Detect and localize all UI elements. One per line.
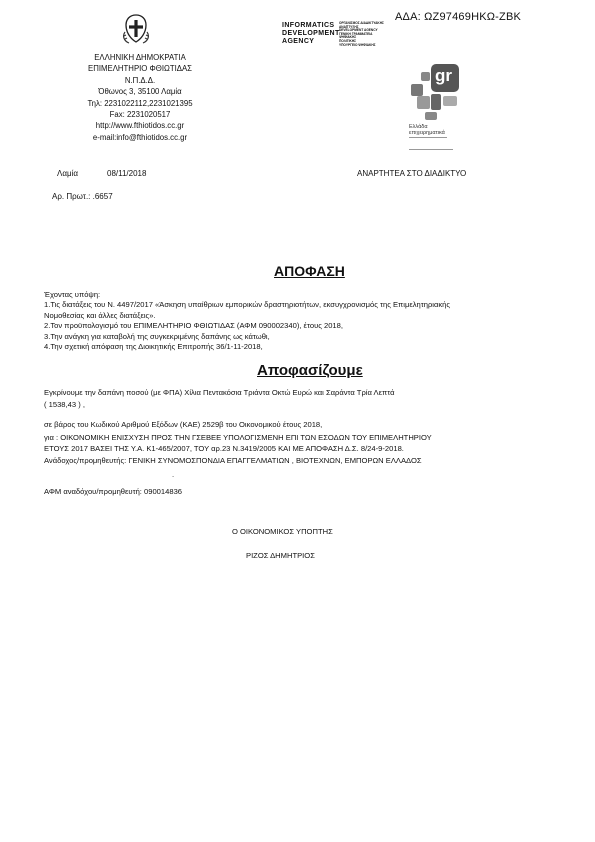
separator-dot: .	[172, 470, 175, 479]
contractor-line: Ανάδοχος/προμηθευτής: ΓΕΝΙΚΗ ΣΥΝΟΜΟΣΠΟΝΔΙΑ ΕΠΑΓΓΕΛΜΑΤΙΩΝ , ΒΙΟΤΕΧΝΩΝ, ΕΜΠΟΡΩΝ ΕΛΛΑΔΟΣ	[44, 456, 422, 465]
agency-sub-7: ΥΠΟΥΡΓΕΙΟ ΨΗΦΙΑΚΗΣ	[339, 42, 376, 47]
sender-email: e-mail:info@fthiotidos.cc.gr	[92, 132, 188, 142]
decide-title: Αποφασίζουμε	[257, 362, 363, 379]
logo-rule-2	[409, 149, 453, 150]
signatory-name: ΡΙΖΟΣ ΔΗΜΗΤΡΙΟΣ	[246, 551, 315, 560]
agency-sub-1: ΟΡΓΑΝΙΣΜΟΣ ΔΙΑΔΙΚΤΥΑΚΗΣ	[339, 21, 384, 25]
agency-subtext	[339, 22, 384, 47]
purpose-line-1: για : ΟΙΚΟΝΟΜΙΚΗ ΕΝΙΣΧΥΣΗ ΠΡΟΣ ΤΗΝ ΓΣΕΒΕΕ ΥΠΟΛΟΓΙΣΜΕΝΗ ΕΠΙ ΤΩΝ ΕΣΟΔΩΝ ΤΟΥ ΕΠΙΜΕΛΗΤΗΡΙΟΥ	[44, 433, 432, 442]
greece-logo	[409, 64, 461, 156]
logo-square-3	[417, 96, 430, 109]
protocol-number: Αρ. Πρωτ.: .6657	[52, 192, 113, 201]
approve-amount: ( 1538,43 ) ,	[44, 400, 85, 409]
agency-sub-6: ΠΟΛΙΤΙΚΗΣ	[339, 38, 357, 43]
logo-caption: Ελλάδα	[409, 124, 428, 130]
agency-sub-5: ΨΗΦΙΑΚΗΣ	[339, 35, 357, 40]
sender-organization: ΕΠΙΜΕΛΗΤΗΡΙΟ ΦΘΙΩΤΙΔΑΣ	[88, 64, 192, 74]
sender-website: http://www.fthiotidos.cc.gr	[95, 121, 185, 131]
agency-line-3: AGENCY	[282, 38, 315, 45]
sender-legal-form: Ν.Π.Δ.Δ.	[124, 75, 156, 85]
signatory-role: Ο ΟΙΚΟΝΟΜΙΚΟΣ ΥΠΟΠΤΗΣ	[232, 527, 333, 536]
logo-square-1	[421, 72, 430, 81]
logo-square-6	[425, 112, 437, 120]
agency-sub-3: DEVELOPMENT AGENCY	[339, 28, 378, 33]
agency-sub-2: ΑΝΑΠΤΥΞΗΣ	[339, 24, 359, 29]
considering-item-3: 3.Την ανάγκη για καταβολή της συγκεκριμένης δαπάνης ως κάτωθι,	[44, 331, 270, 341]
considering-heading: Έχοντας υπόψη:	[44, 290, 101, 299]
logo-square-5	[443, 96, 457, 106]
logo-square-4	[431, 94, 441, 110]
logo-rule-1	[409, 137, 447, 138]
charge-line: σε βάρος του Κωδικού Αριθμού Εξόδων (ΚΑΕ) 2529β του Οικονομικού έτους 2018,	[44, 420, 323, 429]
contractor-afm: ΑΦΜ αναδόχου/προμηθευτή: 090014836	[44, 487, 183, 496]
sender-fax: Fax: 2231020517	[109, 110, 171, 120]
agency-logo	[282, 22, 340, 46]
decision-title: ΑΠΟΦΑΣΗ	[274, 263, 345, 279]
publish-notice: ΑΝΑΡΤΗΤΕΑ ΣΤΟ ΔΙΑΔΙΚΤΥΟ	[357, 169, 467, 178]
considering-item-4: 4.Την σχετική απόφαση της Διοικητικής Επιτροπής 36/1-11-2018,	[44, 342, 263, 352]
sender-phone: Τηλ: 2231022112,2231021395	[87, 98, 193, 108]
gr-mark-box	[431, 64, 459, 92]
considering-item-2: 2.Τον προϋπολογισμό του ΕΠΙΜΕΛΗΤΗΡΙΟ ΦΘΙΩΤΙΔΑΣ (ΑΦΜ 090002340), έτους 2018,	[44, 321, 343, 331]
gr-mark: gr	[435, 66, 452, 85]
coat-of-arms-icon	[120, 12, 152, 46]
agency-line-1: INFORMATICS	[282, 22, 335, 29]
ada-code: ΑΔΑ: ΩΖ97469ΗΚΩ-ΖΒΚ	[395, 11, 522, 23]
considering-item-1: 1.Τις διατάξεις του Ν. 4497/2017 «Άσκηση υπαίθριων εμπορικών δραστηριοτήτων, εκσυγχρονισμός της Επιμελητηριακής	[44, 300, 451, 310]
document-date: 08/11/2018	[107, 169, 147, 178]
sender-block	[55, 52, 225, 143]
purpose-line-2: ΕΤΟΥΣ 2017 ΒΑΣΕΙ ΤΗΣ Υ.Α. Κ1-465/2007, ΤΟΥ αρ.23 Ν.3419/2005 ΚΑΙ ΜΕ ΑΠΟΦΑΣΗ Δ.Σ. 8/24-9-2018.	[44, 444, 404, 453]
agency-line-2: DEVELOPMENT	[282, 30, 340, 37]
sender-country: ΕΛΛΗΝΙΚΗ ΔΗΜΟΚΡΑΤΙΑ	[94, 53, 186, 62]
logo-square-2	[411, 84, 423, 96]
place-label: Λαμία	[57, 169, 78, 178]
agency-sub-4: ΓΕΝΙΚΗ ΓΡΑΜΜΑΤΕΙΑ	[339, 31, 373, 36]
considering-item-1-cont: Νομοθεσίας και άλλες διατάξεις».	[44, 310, 156, 320]
logo-caption-2: επιχειρηματικά	[409, 130, 445, 136]
approve-line-1: Εγκρίνουμε την δαπάνη ποσού (με ΦΠΑ) Χίλια Πεντακόσια Τριάντα Οκτώ Ευρώ και Σαράντα Τρία Λεπτά	[44, 388, 395, 397]
considering-section	[44, 290, 450, 352]
sender-address: Όθωνος 3, 35100 Λαμία	[98, 87, 182, 97]
